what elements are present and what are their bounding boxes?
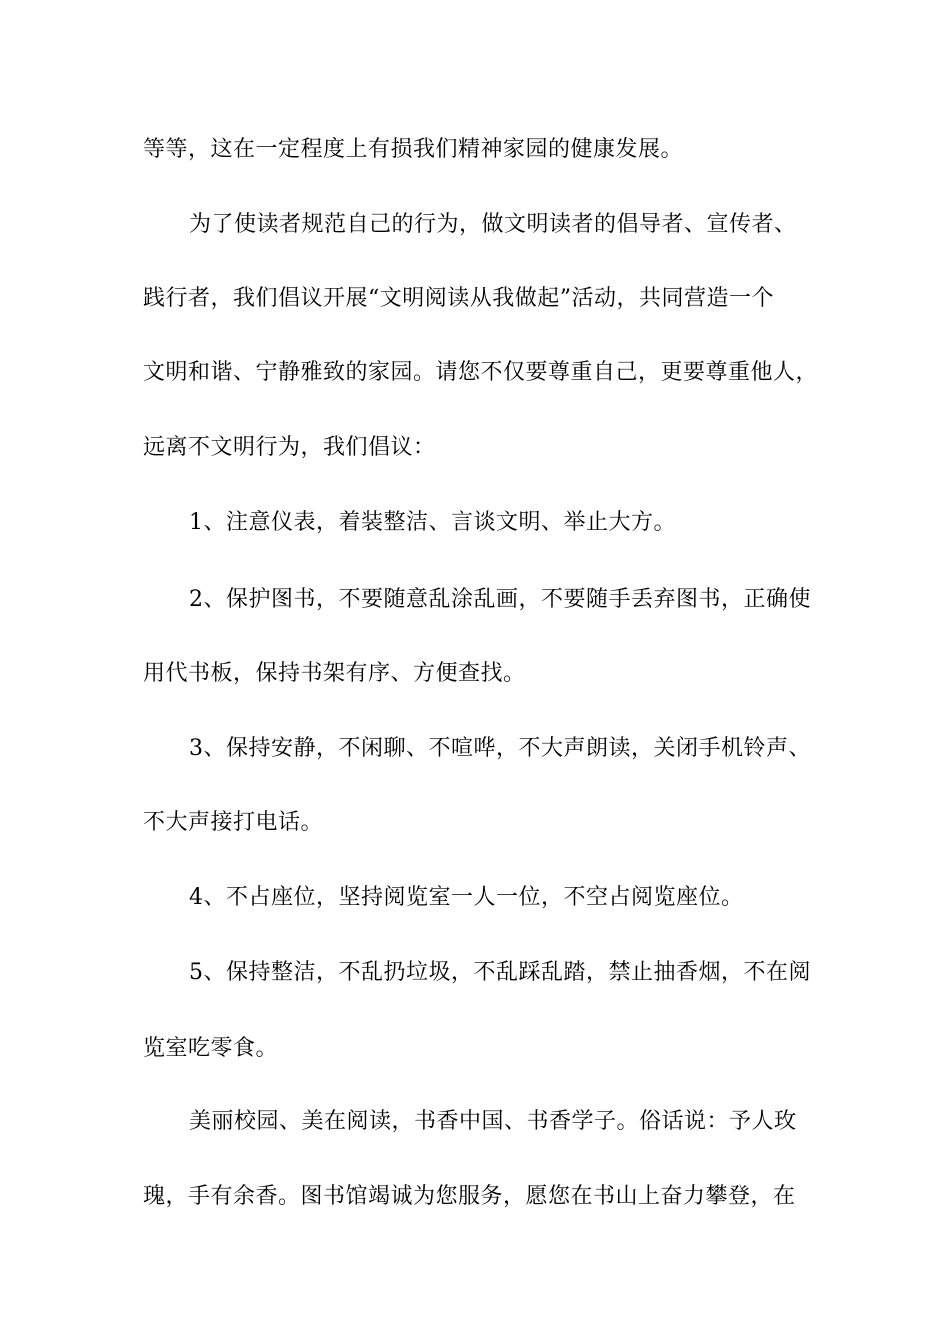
text-line: 等等，这在一定程度上有损我们精神家园的健康发展。: [143, 137, 684, 162]
list-item: 5、保持整洁，不乱扔垃圾，不乱踩乱踏，禁止抽香烟，不在阅: [189, 960, 811, 985]
text-line: 为了使读者规范自己的行为，做文明读者的倡导者、宣传者、: [189, 212, 797, 237]
text-line: 文明和谐、宁静雅致的家园。请您不仅要尊重自己，更要尊重他人，: [143, 360, 819, 385]
list-item: 2、保护图书，不要随意乱涂乱画，不要随手丢弃图书，正确使: [189, 587, 811, 612]
list-item: 4、不占座位，坚持阅览室一人一位，不空占阅览座位。: [189, 885, 744, 910]
list-item: 3、保持安静，不闲聊、不喧哗，不大声朗读，关闭手机铃声、: [189, 736, 811, 761]
text-line: 览室吃零食。: [143, 1036, 279, 1061]
text-line: 不大声接打电话。: [143, 810, 324, 835]
list-item: 1、注意仪表，着装整洁、言谈文明、举止大方。: [189, 510, 676, 535]
text-line: 瑰，手有余香。图书馆竭诚为您服务，愿您在书山上奋力攀登，在: [143, 1184, 796, 1209]
text-line: 践行者，我们倡议开展“文明阅读从我做起”活动，共同营造一个: [143, 286, 774, 311]
text-line: 用代书板，保持书架有序、方便查找。: [143, 661, 526, 686]
text-line: 美丽校园、美在阅读，书香中国、书香学子。俗话说：予人玫: [189, 1109, 797, 1134]
text-line: 远离不文明行为，我们倡议：: [143, 435, 436, 460]
